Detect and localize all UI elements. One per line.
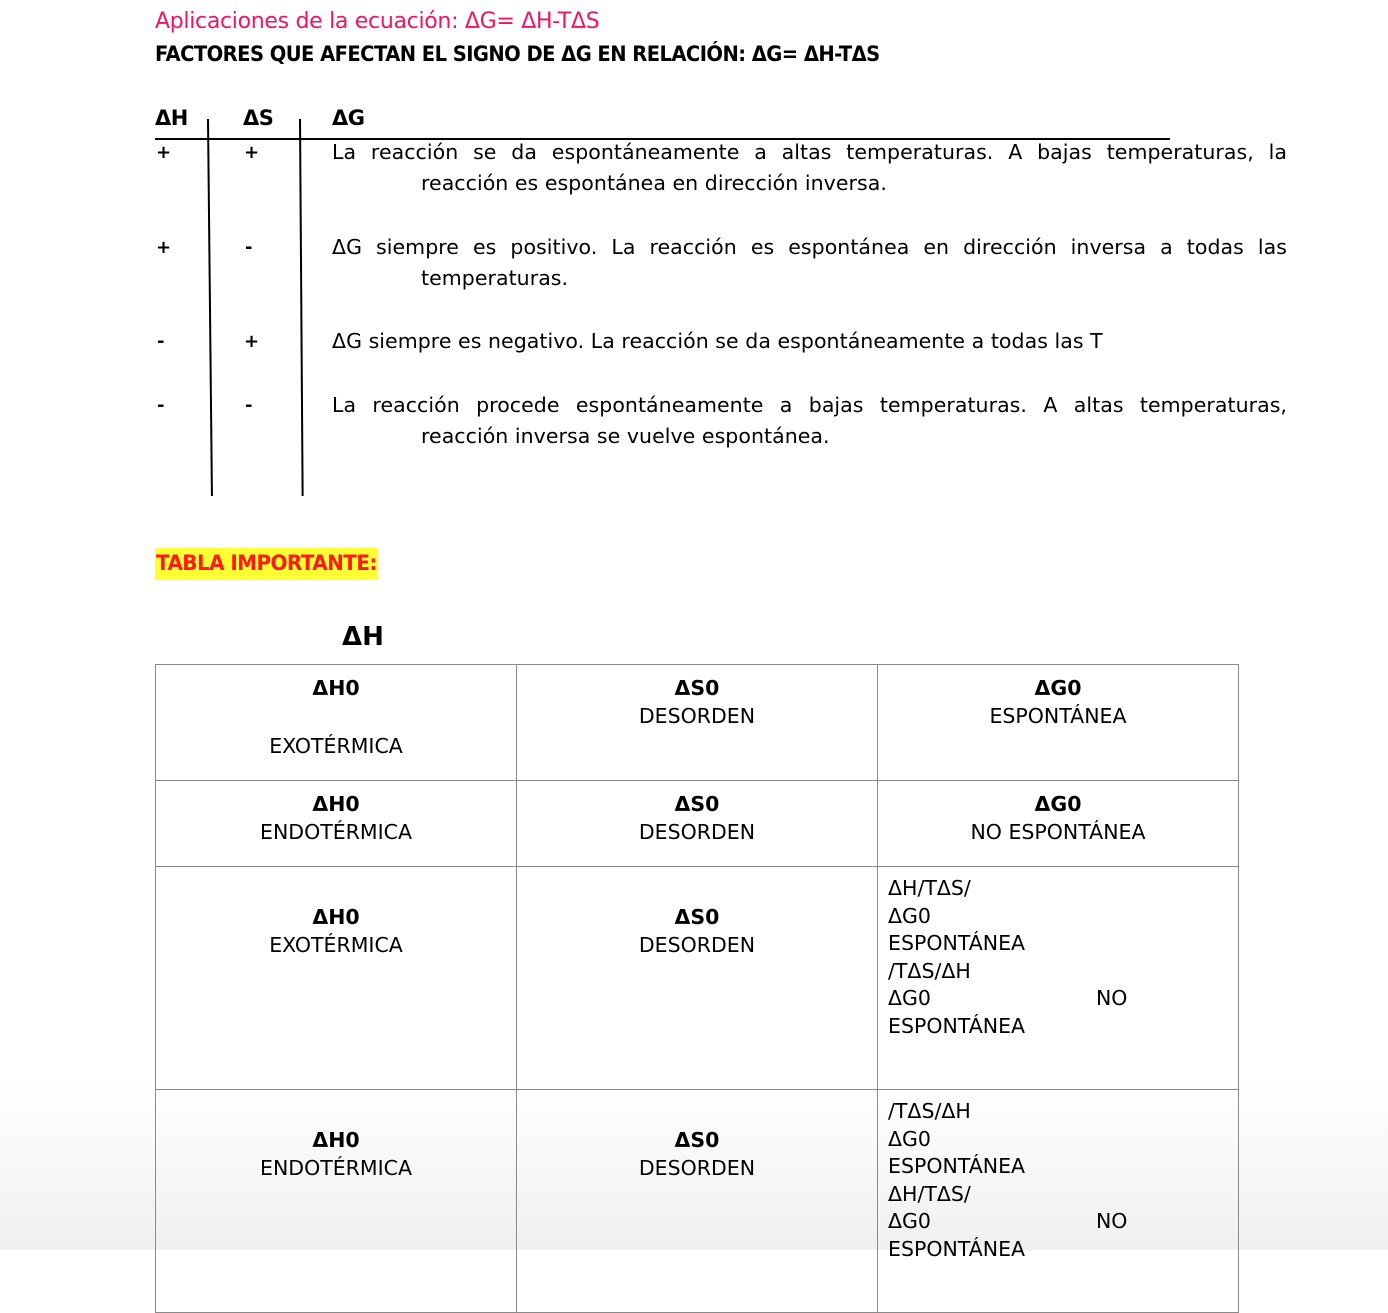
cell-text: DESORDEN [638, 1155, 756, 1180]
cell-line: ΔH/TΔS/ [888, 876, 971, 900]
row1-line2: reacción es espontánea en dirección inversa. [421, 171, 887, 195]
cell-line: ΔH/TΔS/ [888, 1181, 971, 1206]
cell-text: EXOTÉRMICA [269, 932, 403, 957]
cell-head: ΔS0 [674, 905, 720, 929]
row2-dh: + [156, 237, 172, 258]
cell-text: ENDOTÉRMICA [260, 819, 412, 844]
cell-text: NO ESPONTÁNEA [970, 819, 1146, 844]
cell-line [888, 985, 1238, 1013]
document-subtitle: FACTORES QUE AFECTAN EL SIGNO DE ΔG EN RELACIÓN: ΔG= ΔH-TΔS [155, 42, 880, 66]
row1-line1: La reacción se da espontáneamente a altas temperaturas. A bajas temperaturas, la [332, 140, 1287, 164]
row3-line1: ΔG siempre es negativo. La reacción se da espontáneamente a todas las T [332, 329, 1103, 353]
row4-dh: - [157, 395, 165, 416]
row4-line2: reacción inversa se vuelve espontánea. [421, 424, 830, 448]
cell-head: ΔH0 [312, 676, 360, 700]
row3-ds: + [244, 331, 260, 352]
cell-text: DESORDEN [638, 932, 756, 957]
row2-line2: temperaturas. [421, 266, 569, 290]
cell-line-dg: ΔG0 [888, 986, 931, 1010]
table-cell [156, 781, 517, 867]
column-divider-2 [299, 119, 304, 496]
delta-h-column-label: ΔH [342, 622, 384, 652]
cell-line-no: NO [1095, 986, 1128, 1010]
cell-line: /TΔS/ΔH [888, 958, 971, 983]
table-cell [878, 781, 1239, 867]
row3-description [332, 326, 1287, 357]
cell-line: ESPONTÁNEA [888, 1236, 1026, 1261]
cell-head: ΔS0 [674, 1128, 720, 1152]
row2-ds: - [245, 237, 253, 258]
header-delta-h: ΔH [155, 106, 188, 130]
table-cell [878, 867, 1239, 1090]
cell-head: ΔH0 [312, 792, 360, 816]
table-cell [156, 665, 517, 781]
cell-text: ESPONTÁNEA [989, 703, 1127, 728]
document-title: Aplicaciones de la ecuación: ΔG= ΔH-TΔS [155, 9, 600, 34]
table-cell [517, 781, 878, 867]
row4-description [332, 390, 1287, 452]
cell-head: ΔH0 [312, 1128, 360, 1152]
row1-ds: + [244, 142, 260, 163]
cell-head: ΔG0 [1034, 792, 1082, 816]
column-divider-1 [207, 119, 213, 496]
table-row [156, 1090, 1239, 1313]
cell-head: ΔG0 [1034, 676, 1082, 700]
row2-description [332, 232, 1287, 294]
table-cell [156, 867, 517, 1090]
row1-description [332, 137, 1287, 199]
cell-line-no: NO [1095, 1209, 1128, 1233]
table-row [156, 781, 1239, 867]
cell-line: ESPONTÁNEA [888, 1154, 1026, 1178]
cell-head: ΔS0 [674, 792, 720, 816]
cell-line: ESPONTÁNEA [888, 931, 1026, 955]
cell-text: DESORDEN [638, 819, 756, 844]
row1-dh: + [156, 142, 172, 163]
important-table-label: TABLA IMPORTANTE: [155, 548, 379, 580]
cell-line-dg: ΔG0 [888, 1209, 931, 1233]
table-row [156, 867, 1239, 1090]
row3-dh: - [157, 331, 165, 352]
table-cell [517, 665, 878, 781]
header-delta-g: ΔG [332, 106, 365, 130]
row4-ds: - [245, 395, 253, 416]
table-row [156, 665, 1239, 781]
table-cell [878, 665, 1239, 781]
cell-line: ΔG0 [888, 1126, 931, 1151]
row2-line1: ΔG siempre es positivo. La reacción es espontánea en dirección inversa a todas las [332, 235, 1287, 259]
cell-line: /TΔS/ΔH [888, 1099, 971, 1123]
table-cell [517, 867, 878, 1090]
important-table [155, 664, 1239, 1313]
cell-head: ΔH0 [312, 905, 360, 929]
cell-line: ΔG0 [888, 903, 931, 928]
header-delta-s: ΔS [243, 106, 274, 130]
table-cell [156, 1090, 517, 1313]
table-cell [517, 1090, 878, 1313]
cell-line [888, 1208, 1238, 1236]
cell-text: ENDOTÉRMICA [260, 1155, 412, 1180]
cell-line: ESPONTÁNEA [888, 1013, 1026, 1038]
cell-text: DESORDEN [638, 703, 756, 728]
row4-line1: La reacción procede espontáneamente a bajas temperaturas. A altas temperaturas, [332, 393, 1287, 417]
cell-head: ΔS0 [674, 676, 720, 700]
cell-text: EXOTÉRMICA [269, 733, 403, 758]
table-cell [878, 1090, 1239, 1313]
